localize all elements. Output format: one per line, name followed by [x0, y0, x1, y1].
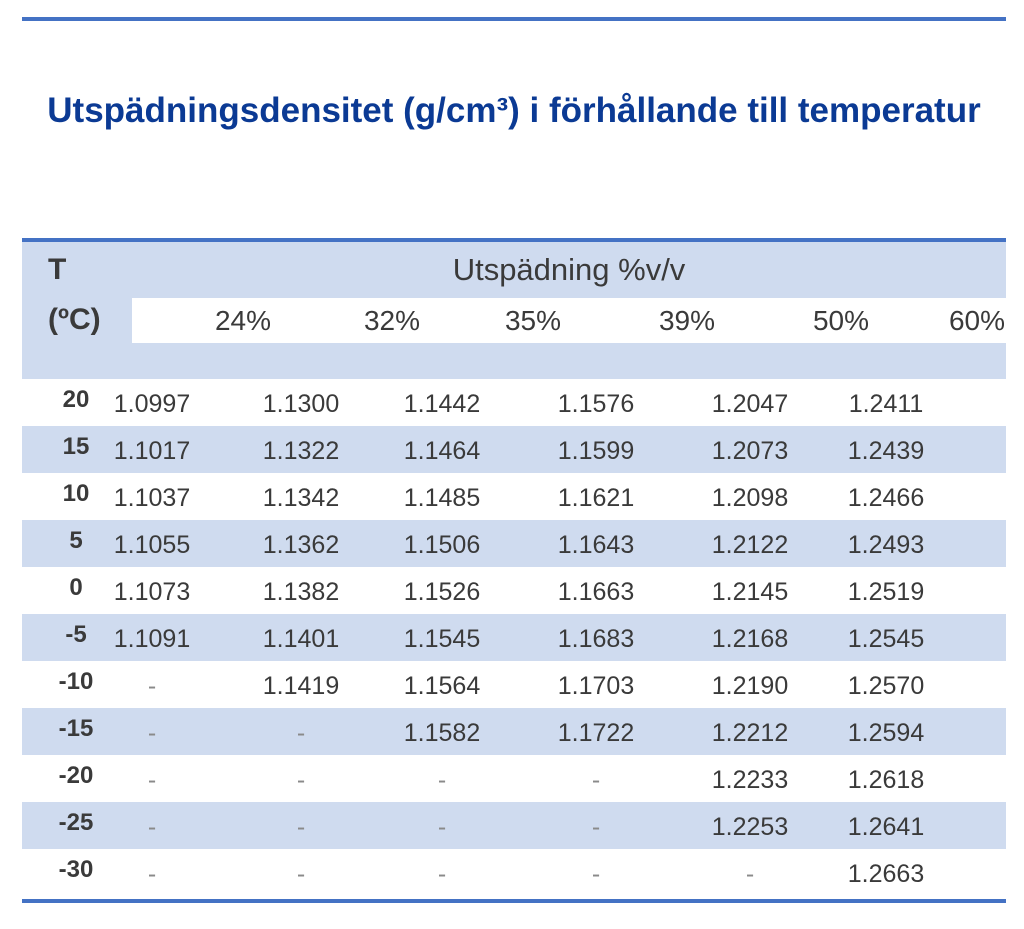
density-cell: 1.2519: [847, 578, 925, 606]
density-cell: -: [147, 672, 157, 700]
dilution-columns: [132, 298, 1006, 343]
density-cell: -: [147, 719, 157, 747]
column-header: 60%: [948, 305, 1006, 336]
density-cell: 1.1643: [557, 531, 635, 559]
column-header: 35%: [504, 305, 562, 336]
density-cell: 1.1722: [557, 719, 635, 747]
density-cell: 1.2411: [848, 390, 924, 418]
density-cell: 1.2047: [711, 390, 789, 418]
density-cell: -: [437, 813, 447, 841]
column-header: 24%: [214, 305, 272, 336]
temperature-cell: 15: [62, 433, 90, 460]
table-row: [22, 473, 1006, 520]
table-body: [22, 379, 1006, 896]
density-cell: -: [147, 860, 157, 888]
temperature-cell: -25: [58, 809, 94, 836]
density-cell: 1.2073: [711, 437, 789, 465]
density-cell: 1.2545: [847, 625, 925, 653]
density-cell: 1.2641: [847, 813, 925, 841]
page-title: Utspädningsdensitet (g/cm³) i förhållande till temperatur: [47, 91, 981, 130]
density-cell: 1.2233: [711, 766, 789, 794]
density-cell: 1.1663: [557, 578, 635, 606]
density-cell: -: [591, 860, 601, 888]
density-cell: -: [296, 813, 306, 841]
density-cell: 1.2570: [847, 672, 925, 700]
density-cell: 1.1037: [113, 484, 191, 512]
table-row: [22, 849, 1006, 896]
table-header: [22, 242, 1006, 379]
density-cell: 1.1017: [113, 437, 191, 465]
density-cell: 1.2439: [847, 437, 925, 465]
table-row: [22, 755, 1006, 802]
density-cell: 1.1683: [557, 625, 635, 653]
density-cell: 1.1322: [262, 437, 340, 465]
top-rule: [22, 17, 1006, 21]
density-cell: 1.1582: [403, 719, 481, 747]
density-cell: -: [591, 813, 601, 841]
table-row: [22, 520, 1006, 567]
column-header: 39%: [658, 305, 716, 336]
temperature-cell: -15: [58, 715, 94, 742]
table-row: [22, 802, 1006, 849]
density-cell: 1.1599: [557, 437, 635, 465]
density-cell: 1.1382: [262, 578, 340, 606]
table-row: [22, 426, 1006, 473]
density-cell: 1.2663: [847, 860, 925, 888]
density-cell: -: [745, 860, 755, 888]
density-cell: 1.1545: [403, 625, 481, 653]
column-header: 50%: [812, 305, 870, 336]
temperature-cell: -10: [58, 668, 94, 695]
density-cell: 1.2168: [711, 625, 789, 653]
table-row: [22, 614, 1006, 661]
density-cell: 1.2212: [711, 719, 789, 747]
density-cell: 1.2145: [711, 578, 789, 606]
density-cell: -: [147, 813, 157, 841]
table-row: [22, 379, 1006, 426]
density-cell: 1.1621: [557, 484, 635, 512]
dilution-group-header: Utspädning %v/v: [452, 252, 686, 287]
temperature-cell: 10: [62, 480, 90, 507]
density-cell: -: [296, 719, 306, 747]
density-table: [22, 242, 1006, 896]
table-row: [22, 708, 1006, 755]
density-cell: 1.1464: [403, 437, 481, 465]
density-cell: 1.1362: [262, 531, 340, 559]
density-cell: 1.1401: [262, 625, 340, 653]
density-cell: 1.1342: [262, 484, 340, 512]
density-cell: 1.1703: [557, 672, 635, 700]
density-cell: 1.1526: [403, 578, 481, 606]
table-row: [22, 661, 1006, 708]
density-cell: 1.1091: [113, 625, 191, 653]
temperature-cell: -5: [65, 621, 87, 648]
column-header: 32%: [363, 305, 421, 336]
density-cell: -: [591, 766, 601, 794]
density-cell: 1.1442: [403, 390, 481, 418]
temperature-cell: -20: [58, 762, 94, 789]
density-cell: 1.1564: [403, 672, 481, 700]
temperature-cell: 20: [62, 386, 90, 413]
density-cell: -: [296, 860, 306, 888]
density-cell: -: [296, 766, 306, 794]
temperature-cell: 5: [69, 527, 83, 554]
bottom-rule: [22, 899, 1006, 903]
temperature-cell: -30: [58, 856, 94, 883]
density-cell: 1.2190: [711, 672, 789, 700]
table-row: [22, 567, 1006, 614]
density-cell: 1.1300: [262, 390, 340, 418]
temperature-cell: 0: [69, 574, 83, 601]
density-cell: 1.1073: [113, 578, 191, 606]
density-cell: 1.2098: [711, 484, 789, 512]
density-cell: 1.2122: [711, 531, 789, 559]
temperature-unit: (ºC): [48, 303, 101, 336]
temperature-header: T: [48, 253, 67, 286]
density-cell: 1.0997: [113, 390, 191, 418]
density-cell: 1.1506: [403, 531, 481, 559]
density-cell: 1.1485: [403, 484, 481, 512]
density-cell: 1.2466: [847, 484, 925, 512]
density-cell: 1.2594: [847, 719, 925, 747]
density-cell: -: [437, 860, 447, 888]
density-cell: 1.2493: [847, 531, 925, 559]
density-cell: 1.1419: [262, 672, 340, 700]
density-cell: -: [437, 766, 447, 794]
density-cell: 1.1055: [113, 531, 191, 559]
density-cell: 1.1576: [557, 390, 635, 418]
density-cell: 1.2253: [711, 813, 789, 841]
density-cell: -: [147, 766, 157, 794]
density-cell: 1.2618: [847, 766, 925, 794]
